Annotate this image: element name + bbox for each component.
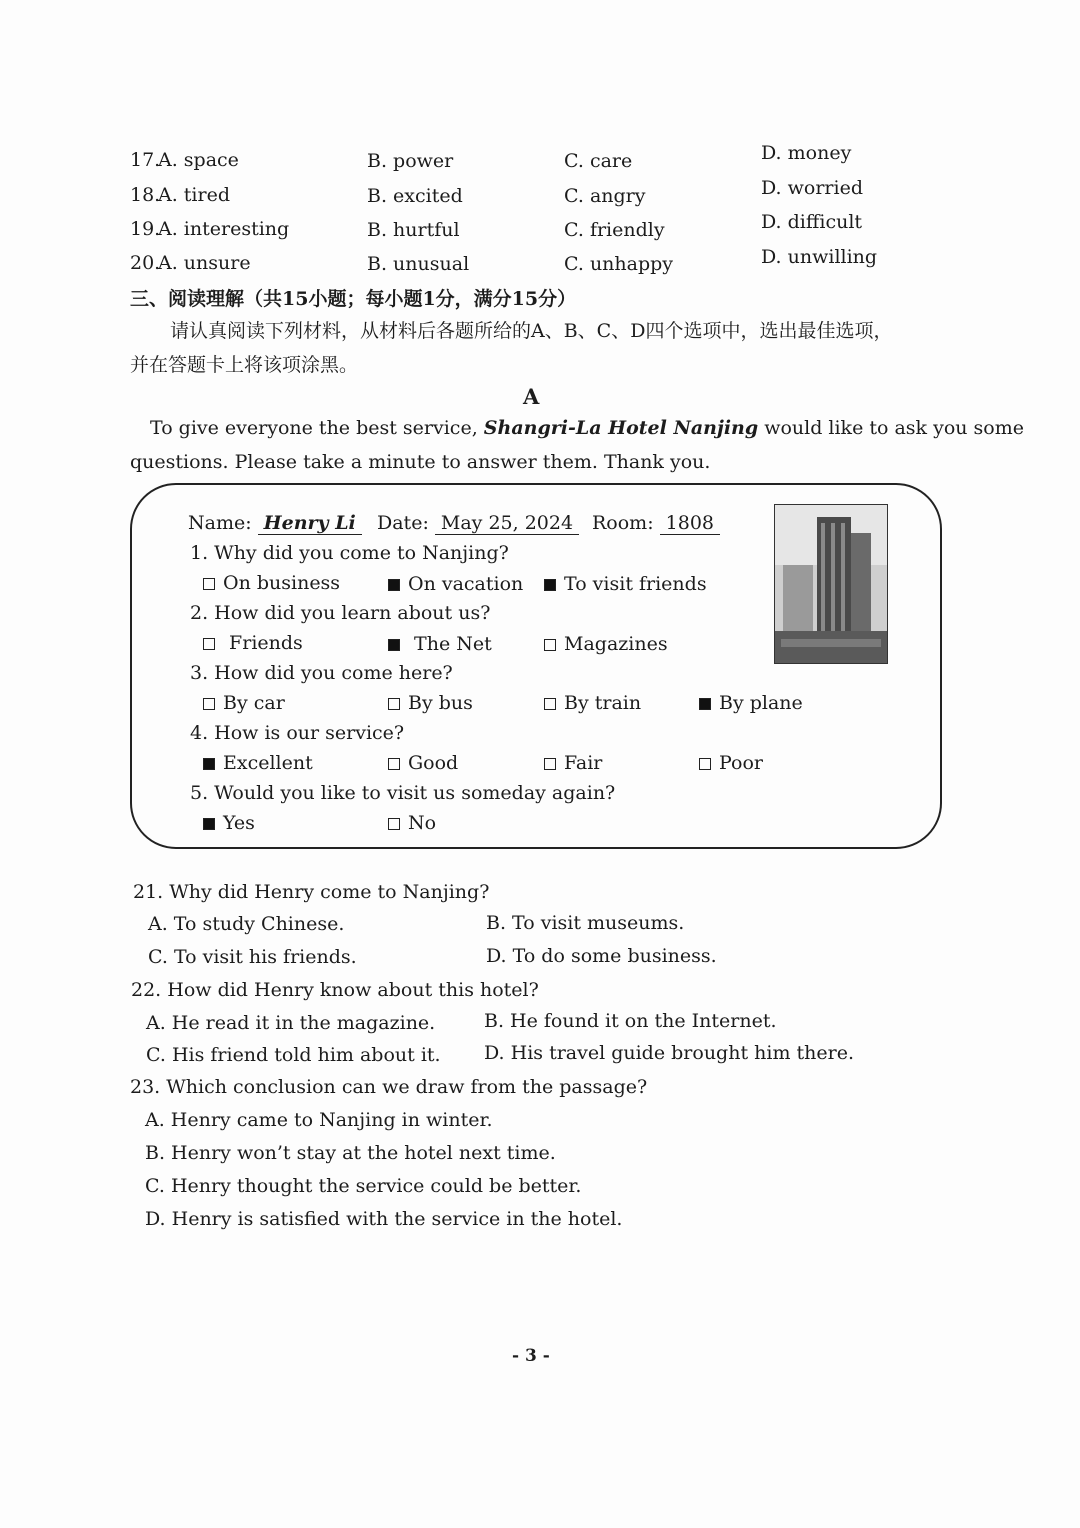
checkbox-filled[interactable] xyxy=(388,639,400,651)
passage-intro xyxy=(150,417,1024,439)
cloze-option-c: C. unhappy xyxy=(564,253,674,275)
cloze-option-c: C. care xyxy=(564,150,633,172)
checkbox-filled[interactable] xyxy=(544,579,556,591)
q3-option-car[interactable]: By car xyxy=(203,692,285,714)
cloze-number: 20. xyxy=(130,252,161,274)
q5-option-yes[interactable]: Yes xyxy=(203,812,255,834)
section-instruction-line1: 请认真阅读下列材料，从材料后各题所给的A、B、C、D四个选项中，选出最佳选项， xyxy=(170,320,893,342)
question-22-option-c[interactable]: C. His friend told him about it. xyxy=(146,1044,441,1066)
checkbox-empty[interactable] xyxy=(699,758,711,770)
checkbox-empty[interactable] xyxy=(388,698,400,710)
hotel-building-photo xyxy=(774,504,888,664)
q2-option-net[interactable]: The Net xyxy=(388,633,492,655)
page-number: - 3 - xyxy=(512,1346,550,1366)
q4-option-good[interactable]: Good xyxy=(388,752,458,774)
survey-question-3: 3. How did you come here? xyxy=(190,662,453,684)
question-23-option-d[interactable]: D. Henry is satisfied with the service in the hotel. xyxy=(145,1208,623,1230)
q1-option-vacation[interactable]: On vacation xyxy=(388,573,523,595)
cloze-number: 19. xyxy=(130,218,161,240)
cloze-option-c: C. friendly xyxy=(564,219,665,241)
survey-room-row xyxy=(592,512,720,535)
question-23-option-a[interactable]: A. Henry came to Nanjing in winter. xyxy=(145,1109,493,1131)
question-21-option-a[interactable]: A. To study Chinese. xyxy=(148,913,345,935)
cloze-option-b: B. hurtful xyxy=(367,219,460,241)
checkbox-empty[interactable] xyxy=(544,639,556,651)
cloze-option-a: A. interesting xyxy=(158,218,290,240)
question-22-option-a[interactable]: A. He read it in the magazine. xyxy=(146,1012,436,1034)
cloze-number: 17. xyxy=(130,149,161,171)
checkbox-filled[interactable] xyxy=(699,698,711,710)
section-instruction-line2: 并在答题卡上将该项涂黑。 xyxy=(130,354,359,376)
cloze-option-b: B. power xyxy=(367,150,454,172)
cloze-option-a: A. tired xyxy=(158,184,231,206)
checkbox-filled[interactable] xyxy=(203,818,215,830)
name-label: Name: xyxy=(188,512,252,534)
checkbox-empty[interactable] xyxy=(203,698,215,710)
cloze-option-d: D. worried xyxy=(761,177,863,199)
room-label: Room: xyxy=(592,512,654,534)
question-22-stem: 22. How did Henry know about this hotel? xyxy=(131,979,539,1001)
survey-question-1: 1. Why did you come to Nanjing? xyxy=(190,542,509,564)
checkbox-filled[interactable] xyxy=(388,579,400,591)
q1-option-business[interactable]: On business xyxy=(203,572,340,594)
q4-option-poor[interactable]: Poor xyxy=(699,752,763,774)
q4-option-fair[interactable]: Fair xyxy=(544,752,602,774)
question-21-option-d[interactable]: D. To do some business. xyxy=(486,945,717,967)
survey-name-row xyxy=(188,512,362,535)
checkbox-empty[interactable] xyxy=(203,638,215,650)
question-22-option-b[interactable]: B. He found it on the Internet. xyxy=(484,1010,777,1032)
cloze-option-d: D. money xyxy=(761,142,852,164)
question-23-option-c[interactable]: C. Henry thought the service could be better. xyxy=(145,1175,582,1197)
cloze-option-b: B. unusual xyxy=(367,253,470,275)
question-22-option-d[interactable]: D. His travel guide brought him there. xyxy=(484,1042,854,1064)
cloze-option-d: D. unwilling xyxy=(761,246,878,268)
checkbox-empty[interactable] xyxy=(544,758,556,770)
passage-intro-before: To give everyone the best service, xyxy=(150,417,478,439)
q4-option-excellent[interactable]: Excellent xyxy=(203,752,313,774)
q1-option-friends[interactable]: To visit friends xyxy=(544,573,707,595)
passage-intro-line2: questions. Please take a minute to answer them. Thank you. xyxy=(130,451,711,473)
q2-option-magazines[interactable]: Magazines xyxy=(544,633,668,655)
survey-question-2: 2. How did you learn about us? xyxy=(190,602,491,624)
passage-letter: A xyxy=(523,384,540,409)
checkbox-empty[interactable] xyxy=(203,578,215,590)
survey-question-5: 5. Would you like to visit us someday again? xyxy=(190,782,616,804)
checkbox-empty[interactable] xyxy=(388,818,400,830)
question-21-option-b[interactable]: B. To visit museums. xyxy=(486,912,685,934)
q3-option-plane[interactable]: By plane xyxy=(699,692,803,714)
question-21-option-c[interactable]: C. To visit his friends. xyxy=(148,946,357,968)
checkbox-filled[interactable] xyxy=(203,758,215,770)
cloze-option-c: C. angry xyxy=(564,185,646,207)
cloze-option-a: A. unsure xyxy=(158,252,251,274)
question-23-option-b[interactable]: B. Henry won’t stay at the hotel next time. xyxy=(145,1142,556,1164)
question-21-stem: 21. Why did Henry come to Nanjing? xyxy=(133,881,490,903)
hotel-name: Shangri-La Hotel Nanjing xyxy=(483,417,759,439)
q3-option-bus[interactable]: By bus xyxy=(388,692,473,714)
date-label: Date: xyxy=(377,512,429,534)
room-value: 1808 xyxy=(660,512,720,535)
cloze-option-d: D. difficult xyxy=(761,211,863,233)
building-illustration xyxy=(775,505,887,663)
q2-option-friends[interactable]: Friends xyxy=(203,632,303,654)
date-value: May 25, 2024 xyxy=(435,512,579,535)
checkbox-empty[interactable] xyxy=(544,698,556,710)
cloze-number: 18. xyxy=(130,184,161,206)
q5-option-no[interactable]: No xyxy=(388,812,436,834)
q3-option-train[interactable]: By train xyxy=(544,692,641,714)
section-heading: 三、阅读理解（共15小题；每小题1分，满分15分） xyxy=(130,288,577,310)
cloze-option-b: B. excited xyxy=(367,185,463,207)
survey-date-row xyxy=(377,512,579,535)
name-value: Henry Li xyxy=(258,512,362,535)
question-23-stem: 23. Which conclusion can we draw from the passage? xyxy=(130,1076,648,1098)
survey-question-4: 4. How is our service? xyxy=(190,722,405,744)
cloze-option-a: A. space xyxy=(158,149,239,171)
passage-intro-after: would like to ask you some xyxy=(764,417,1024,439)
checkbox-empty[interactable] xyxy=(388,758,400,770)
